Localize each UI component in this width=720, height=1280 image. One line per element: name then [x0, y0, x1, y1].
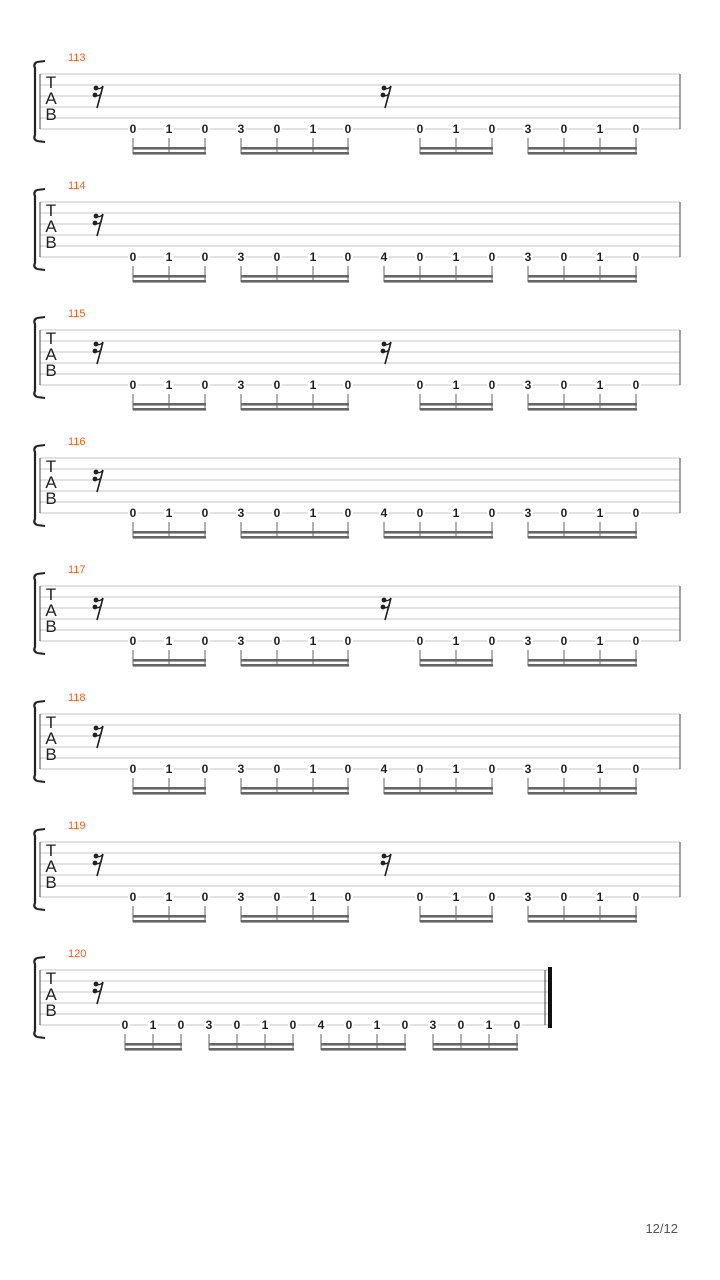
fret-number: 3 [524, 378, 532, 392]
beam-secondary [241, 152, 349, 155]
bracket-bottom-hook [37, 525, 45, 526]
fret-number: 0 [457, 1018, 465, 1032]
beam-primary [209, 1043, 294, 1046]
beam-primary [528, 915, 637, 918]
fret-number: 1 [452, 378, 460, 392]
fret-number: 1 [452, 634, 460, 648]
bracket-top-hook [37, 445, 45, 446]
fret-number: 3 [524, 250, 532, 264]
fret-number: 1 [165, 506, 173, 520]
fret-number: 1 [373, 1018, 381, 1032]
fret-number: 1 [596, 890, 604, 904]
fret-number: 1 [165, 250, 173, 264]
fret-number: 0 [560, 506, 568, 520]
beam-primary [133, 275, 206, 278]
beam-secondary [384, 792, 493, 795]
fret-number: 1 [596, 506, 604, 520]
beam-secondary [528, 408, 637, 411]
fret-number: 0 [632, 762, 640, 776]
beam-primary [528, 531, 637, 534]
bracket-top-hook [37, 61, 45, 62]
fret-number: 3 [524, 506, 532, 520]
fret-number: 0 [273, 890, 281, 904]
staff-bracket-icon [34, 958, 37, 1037]
fret-number: 0 [273, 378, 281, 392]
beam-primary [420, 915, 493, 918]
beam-secondary [433, 1048, 518, 1051]
tab-clef-letter: A [45, 857, 57, 876]
fret-number: 0 [121, 1018, 129, 1032]
beam-secondary [241, 536, 349, 539]
fret-number: 0 [344, 890, 352, 904]
beam-secondary [241, 664, 349, 667]
beam-primary [241, 787, 349, 790]
sixteenth-rest-icon [93, 342, 103, 364]
fret-number: 0 [344, 122, 352, 136]
fret-number: 0 [201, 890, 209, 904]
fret-number: 3 [237, 378, 245, 392]
beam-secondary [528, 280, 637, 283]
fret-number: 3 [524, 762, 532, 776]
fret-number: 0 [488, 506, 496, 520]
tab-clef-letter: B [45, 105, 57, 124]
beam-primary [241, 147, 349, 150]
tab-system [34, 564, 680, 667]
fret-number: 1 [309, 378, 317, 392]
beam-secondary [528, 536, 637, 539]
fret-number: 0 [129, 506, 137, 520]
fret-number: 0 [401, 1018, 409, 1032]
fret-number: 4 [380, 506, 388, 520]
tab-clef-letter: T [45, 73, 57, 92]
tab-system [34, 436, 680, 539]
fret-number: 0 [273, 634, 281, 648]
beam-secondary [321, 1048, 406, 1051]
beam-primary [321, 1043, 406, 1046]
fret-number: 0 [416, 122, 424, 136]
beam-secondary [133, 664, 206, 667]
measure-number: 113 [68, 52, 86, 64]
final-barline-thick [548, 967, 552, 1028]
fret-number: 1 [596, 762, 604, 776]
fret-number: 1 [309, 890, 317, 904]
sixteenth-rest-icon [93, 854, 103, 876]
fret-number: 1 [452, 506, 460, 520]
tab-system [34, 52, 680, 155]
fret-number: 3 [237, 634, 245, 648]
tab-clef-letter: T [45, 457, 57, 476]
beam-primary [528, 403, 637, 406]
fret-number: 0 [632, 506, 640, 520]
fret-number: 0 [416, 890, 424, 904]
beam-primary [384, 275, 493, 278]
fret-number: 0 [513, 1018, 521, 1032]
beam-secondary [125, 1048, 182, 1051]
tab-clef-letter: T [45, 841, 57, 860]
measure-number: 119 [68, 820, 86, 832]
bracket-bottom-hook [37, 909, 45, 910]
fret-number: 0 [632, 634, 640, 648]
fret-number: 1 [309, 762, 317, 776]
fret-number: 1 [596, 122, 604, 136]
fret-number: 0 [560, 250, 568, 264]
fret-number: 1 [452, 762, 460, 776]
sixteenth-rest-icon [93, 470, 103, 492]
fret-number: 3 [524, 634, 532, 648]
fret-number: 1 [309, 506, 317, 520]
beam-primary [420, 403, 493, 406]
beam-secondary [420, 920, 493, 923]
fret-number: 0 [488, 378, 496, 392]
bracket-top-hook [37, 957, 45, 958]
beam-secondary [420, 664, 493, 667]
bracket-bottom-hook [37, 781, 45, 782]
page-number: 12/12 [645, 1221, 678, 1236]
fret-number: 1 [596, 378, 604, 392]
tab-clef-letter: A [45, 601, 57, 620]
beam-secondary [384, 536, 493, 539]
beam-secondary [133, 408, 206, 411]
fret-number: 0 [344, 378, 352, 392]
fret-number: 1 [165, 890, 173, 904]
beam-secondary [241, 280, 349, 283]
fret-number: 0 [344, 250, 352, 264]
fret-number: 0 [273, 506, 281, 520]
fret-number: 0 [416, 762, 424, 776]
bracket-top-hook [37, 189, 45, 190]
fret-number: 1 [149, 1018, 157, 1032]
fret-number: 0 [177, 1018, 185, 1032]
fret-number: 0 [273, 762, 281, 776]
beam-primary [133, 403, 206, 406]
tab-clef-letter: T [45, 585, 57, 604]
fret-number: 0 [289, 1018, 297, 1032]
fret-number: 0 [560, 378, 568, 392]
measure-number: 118 [68, 692, 86, 704]
beam-secondary [384, 280, 493, 283]
sixteenth-rest-icon [381, 598, 391, 620]
fret-number: 0 [129, 890, 137, 904]
fret-number: 1 [452, 122, 460, 136]
fret-number: 0 [233, 1018, 241, 1032]
sixteenth-rest-icon [93, 214, 103, 236]
fret-number: 0 [345, 1018, 353, 1032]
fret-number: 0 [632, 250, 640, 264]
fret-number: 0 [416, 634, 424, 648]
beam-primary [241, 531, 349, 534]
beam-primary [384, 531, 493, 534]
fret-number: 4 [380, 250, 388, 264]
fret-number: 1 [309, 122, 317, 136]
beam-secondary [241, 792, 349, 795]
tab-clef-letter: A [45, 345, 57, 364]
tab-clef-letter: A [45, 89, 57, 108]
fret-number: 4 [317, 1018, 325, 1032]
fret-number: 0 [129, 122, 137, 136]
fret-number: 0 [560, 762, 568, 776]
fret-number: 0 [201, 634, 209, 648]
sixteenth-rest-icon [381, 854, 391, 876]
fret-number: 0 [273, 122, 281, 136]
staff-bracket-icon [34, 446, 37, 525]
fret-number: 0 [488, 762, 496, 776]
bracket-top-hook [37, 829, 45, 830]
beam-primary [528, 787, 637, 790]
fret-number: 0 [273, 250, 281, 264]
beam-primary [528, 659, 637, 662]
bracket-bottom-hook [37, 397, 45, 398]
tab-system [34, 692, 680, 795]
fret-number: 3 [205, 1018, 213, 1032]
tab-system [34, 948, 552, 1051]
fret-number: 3 [237, 250, 245, 264]
sixteenth-rest-icon [381, 342, 391, 364]
measure-number: 120 [68, 948, 87, 960]
fret-number: 0 [201, 122, 209, 136]
fret-number: 0 [129, 634, 137, 648]
tab-clef-letter: T [45, 713, 57, 732]
tab-system [34, 308, 680, 411]
staff-bracket-icon [34, 318, 37, 397]
fret-number: 0 [129, 378, 137, 392]
fret-number: 0 [201, 762, 209, 776]
beam-primary [241, 403, 349, 406]
beam-secondary [528, 920, 637, 923]
fret-number: 1 [485, 1018, 493, 1032]
fret-number: 0 [201, 378, 209, 392]
fret-number: 0 [632, 890, 640, 904]
fret-number: 0 [488, 890, 496, 904]
beam-primary [133, 147, 206, 150]
sixteenth-rest-icon [93, 726, 103, 748]
beam-secondary [133, 920, 206, 923]
beam-secondary [133, 792, 206, 795]
tab-clef-letter: A [45, 729, 57, 748]
fret-number: 0 [344, 634, 352, 648]
tab-clef-letter: B [45, 233, 57, 252]
tab-clef-letter: A [45, 985, 57, 1004]
beam-primary [133, 787, 206, 790]
fret-number: 1 [452, 890, 460, 904]
fret-number: 0 [416, 250, 424, 264]
beam-primary [125, 1043, 182, 1046]
fret-number: 1 [309, 250, 317, 264]
tab-system [34, 820, 680, 923]
beam-primary [133, 915, 206, 918]
tab-system [34, 180, 680, 283]
beam-secondary [209, 1048, 294, 1051]
beam-secondary [241, 920, 349, 923]
beam-primary [433, 1043, 518, 1046]
beam-primary [420, 147, 493, 150]
measure-number: 117 [68, 564, 86, 576]
sixteenth-rest-icon [93, 86, 103, 108]
fret-number: 0 [488, 634, 496, 648]
beam-secondary [528, 792, 637, 795]
beam-secondary [241, 408, 349, 411]
fret-number: 0 [416, 506, 424, 520]
tab-clef-letter: B [45, 873, 57, 892]
beam-primary [241, 659, 349, 662]
beam-secondary [528, 664, 637, 667]
beam-secondary [420, 408, 493, 411]
beam-primary [528, 275, 637, 278]
fret-number: 0 [201, 506, 209, 520]
fret-number: 3 [524, 122, 532, 136]
bracket-top-hook [37, 573, 45, 574]
fret-number: 1 [596, 634, 604, 648]
beam-secondary [420, 152, 493, 155]
measure-number: 115 [68, 308, 86, 320]
sixteenth-rest-icon [93, 598, 103, 620]
fret-number: 0 [632, 122, 640, 136]
staff-bracket-icon [34, 830, 37, 909]
fret-number: 4 [380, 762, 388, 776]
fret-number: 1 [165, 378, 173, 392]
sixteenth-rest-icon [381, 86, 391, 108]
fret-number: 0 [344, 762, 352, 776]
measure-number: 116 [68, 436, 86, 448]
fret-number: 0 [632, 378, 640, 392]
tab-clef-letter: B [45, 361, 57, 380]
fret-number: 0 [129, 762, 137, 776]
beam-secondary [133, 152, 206, 155]
fret-number: 3 [237, 890, 245, 904]
beam-primary [133, 531, 206, 534]
beam-secondary [133, 536, 206, 539]
fret-number: 0 [560, 122, 568, 136]
fret-number: 3 [524, 890, 532, 904]
bracket-top-hook [37, 317, 45, 318]
beam-primary [528, 147, 637, 150]
beam-primary [241, 915, 349, 918]
fret-number: 0 [488, 122, 496, 136]
tab-clef-letter: B [45, 1001, 57, 1020]
beam-primary [133, 659, 206, 662]
fret-number: 0 [560, 634, 568, 648]
fret-number: 3 [237, 506, 245, 520]
fret-number: 0 [344, 506, 352, 520]
bracket-bottom-hook [37, 1037, 45, 1038]
fret-number: 0 [560, 890, 568, 904]
fret-number: 3 [429, 1018, 437, 1032]
staff-bracket-icon [34, 190, 37, 269]
fret-number: 1 [165, 762, 173, 776]
tab-clef-letter: B [45, 489, 57, 508]
fret-number: 1 [261, 1018, 269, 1032]
fret-number: 3 [237, 762, 245, 776]
bracket-bottom-hook [37, 141, 45, 142]
fret-number: 0 [416, 378, 424, 392]
tab-clef-letter: T [45, 329, 57, 348]
beam-primary [384, 787, 493, 790]
fret-number: 1 [165, 634, 173, 648]
beam-primary [241, 275, 349, 278]
fret-number: 1 [309, 634, 317, 648]
staff-bracket-icon [34, 574, 37, 653]
tab-clef-letter: T [45, 201, 57, 220]
tab-clef-letter: B [45, 617, 57, 636]
bracket-top-hook [37, 701, 45, 702]
fret-number: 1 [596, 250, 604, 264]
fret-number: 3 [237, 122, 245, 136]
sixteenth-rest-icon [93, 982, 103, 1004]
staff-bracket-icon [34, 62, 37, 141]
bracket-bottom-hook [37, 269, 45, 270]
measure-number: 114 [68, 180, 86, 192]
staff-bracket-icon [34, 702, 37, 781]
beam-secondary [528, 152, 637, 155]
tab-clef-letter: A [45, 217, 57, 236]
fret-number: 0 [488, 250, 496, 264]
beam-secondary [133, 280, 206, 283]
fret-number: 0 [129, 250, 137, 264]
beam-primary [420, 659, 493, 662]
tab-clef-letter: A [45, 473, 57, 492]
bracket-bottom-hook [37, 653, 45, 654]
fret-number: 1 [452, 250, 460, 264]
fret-number: 0 [201, 250, 209, 264]
tab-clef-letter: T [45, 969, 57, 988]
tab-clef-letter: B [45, 745, 57, 764]
fret-number: 1 [165, 122, 173, 136]
